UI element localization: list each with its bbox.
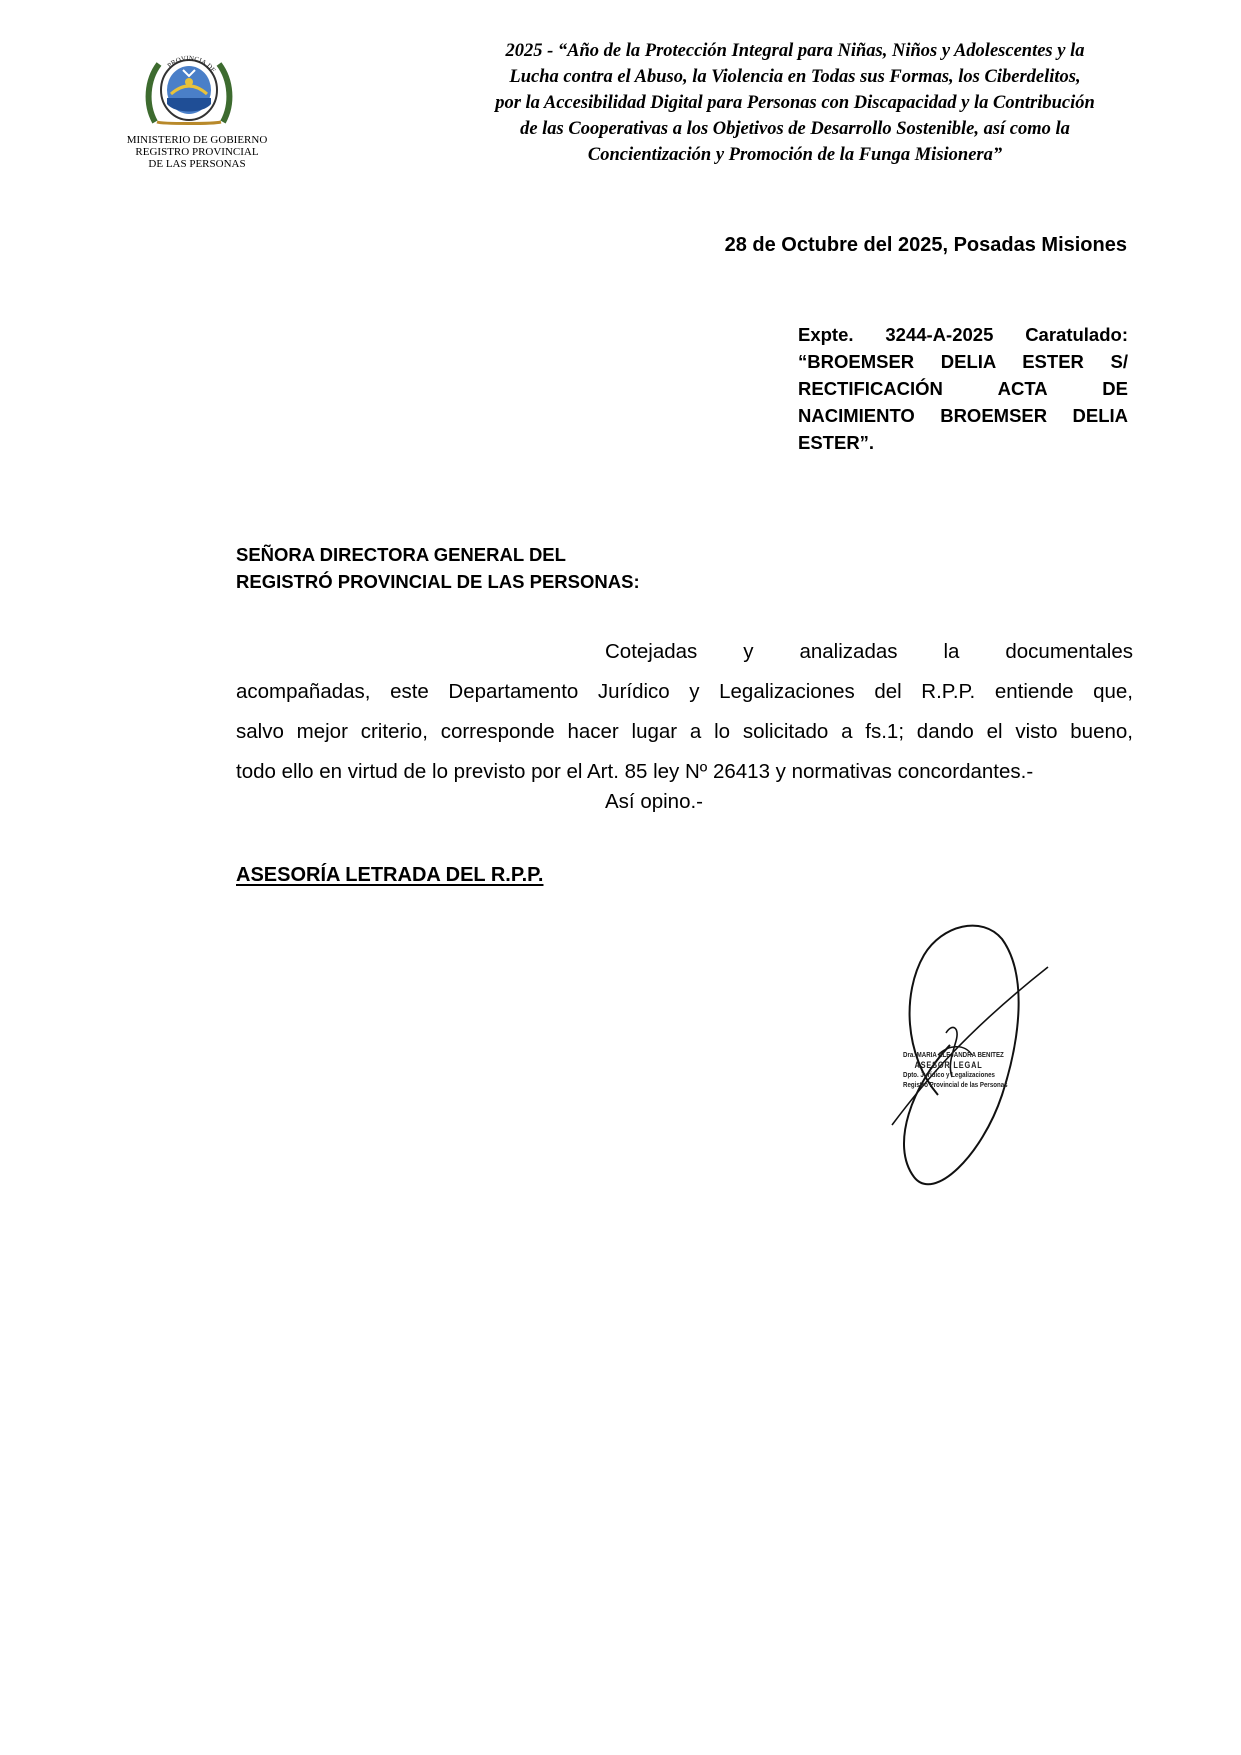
case-line: ESTER”. [798, 432, 875, 453]
motto-line: de las Cooperativas a los Objetivos de Desarrollo Sostenible, así como la [520, 119, 1070, 139]
motto-line: 2025 - “Año de la Protección Integral para Niñas, Niños y Adolescentes y la [505, 41, 1085, 61]
case-line: “BROEMSER DELIA ESTER S/ [798, 351, 1128, 372]
motto-line: Lucha contra el Abuso, la Violencia en Todas sus Formas, los Ciberdelitos, [509, 67, 1081, 87]
motto-line: por la Accesibilidad Digital para Personas con Discapacidad y la Contribución [495, 93, 1095, 113]
stamp-line: Dra. MARIA ALEJANDRA BENITEZ [903, 1050, 1004, 1059]
motto-line: Concientización y Promoción de la Funga Misionera” [587, 145, 1003, 165]
stamp-line: Registro Provincial de las Personas [903, 1080, 1008, 1089]
paragraph-line: Cotejadas y analizadas la documentales [605, 640, 1133, 663]
emblem-label: PROVINCIA DE [165, 54, 218, 75]
closing-phrase: Así opino.- [605, 790, 703, 813]
case-line: Expte. 3244-A-2025 Caratulado: [798, 324, 1128, 345]
date-line: 28 de Octubre del 2025, Posadas Misiones [724, 234, 1127, 256]
case-line: RECTIFICACIÓN ACTA DE [798, 378, 1128, 399]
addressee [236, 541, 936, 595]
paragraph-line: todo ello en virtud de lo previsto por el Art. 85 ley Nº 26413 y normativas concordantes.- [236, 760, 1034, 783]
opinion-paragraph [236, 632, 1133, 792]
paragraph-line: acompañadas, este Departamento Jurídico y Legalizaciones del R.P.P. entiende que, [236, 680, 1133, 703]
addressee-line: REGISTRÓ PROVINCIAL DE LAS PERSONAS: [236, 571, 640, 592]
paragraph-line: salvo mejor criterio, corresponde hacer lugar a lo solicitado a fs.1; dando el visto bueno, [236, 720, 1133, 743]
provincial-emblem [143, 52, 235, 126]
ministry-label [112, 134, 282, 170]
case-line: NACIMIENTO BROEMSER DELIA [798, 405, 1128, 426]
official-year-motto [455, 38, 1135, 168]
signature-office-title: ASESORÍA LETRADA DEL R.P.P. [236, 864, 544, 886]
stamp-line: ASESOR LEGAL [914, 1060, 983, 1070]
ministry-line: DE LAS PERSONAS [148, 158, 246, 170]
ministry-line: MINISTERIO DE GOBIERNO [126, 134, 268, 146]
addressee-line: SEÑORA DIRECTORA GENERAL DEL [236, 544, 566, 565]
ministry-line: REGISTRO PROVINCIAL [135, 146, 259, 158]
case-reference [798, 321, 1128, 456]
signature-stamp [903, 1050, 1063, 1090]
stamp-line: Dpto. Jurídico y Legalizaciones [903, 1070, 995, 1079]
